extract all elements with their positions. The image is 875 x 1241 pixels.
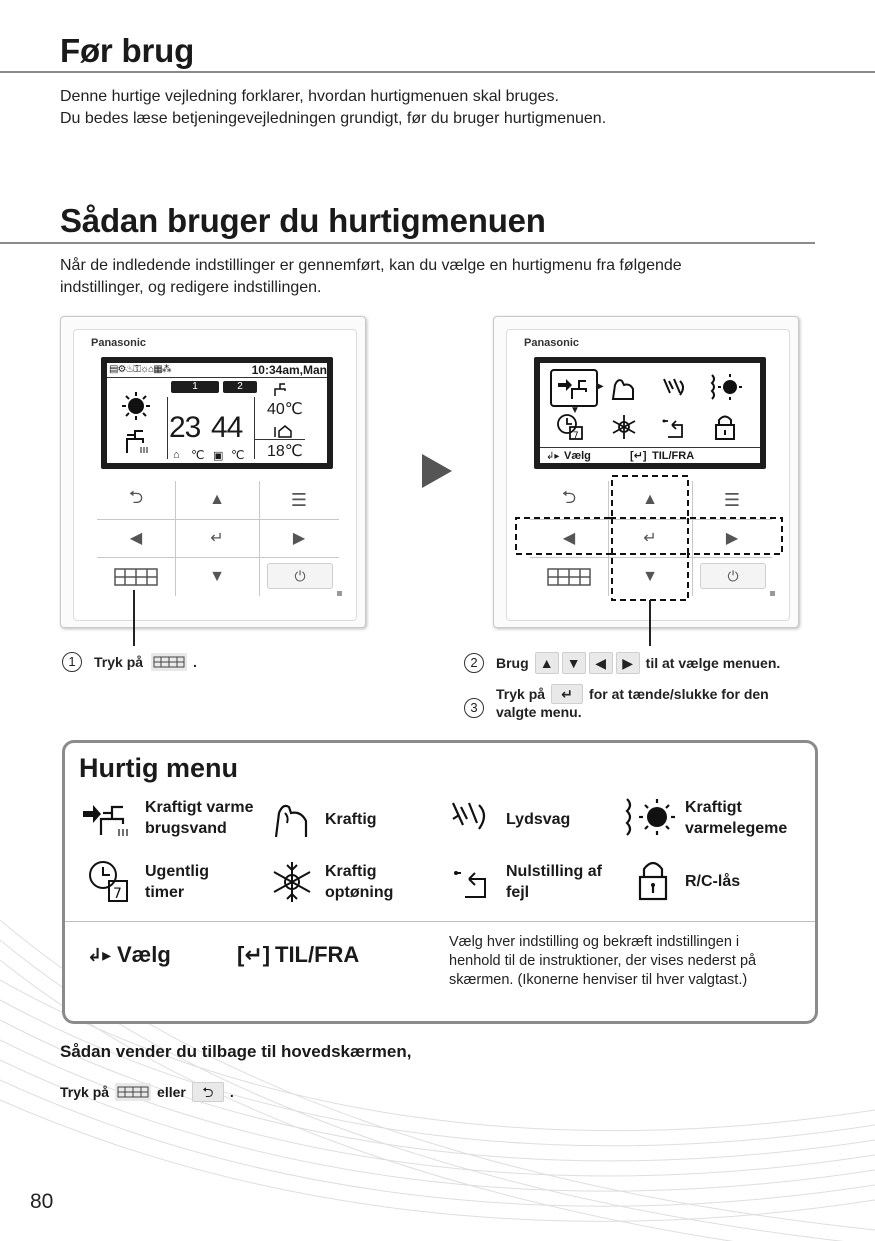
screen-divider bbox=[540, 447, 760, 448]
quiet-icon bbox=[449, 799, 491, 835]
error-reset-icon bbox=[660, 415, 686, 439]
enter-button[interactable] bbox=[175, 519, 259, 557]
menu-item-weekly-timer bbox=[145, 861, 209, 903]
select-arrows-icon: ↲▸ bbox=[546, 451, 560, 462]
legend-note bbox=[449, 933, 809, 990]
svg-text:7: 7 bbox=[573, 431, 579, 441]
lcd-screen bbox=[101, 357, 333, 469]
enter-bracket-icon: [↵] bbox=[630, 450, 647, 462]
menu-item-label: Nulstilling af bbox=[506, 863, 602, 880]
step-1 bbox=[62, 652, 197, 672]
step-text: Brug bbox=[496, 655, 529, 671]
step-number: 3 bbox=[464, 698, 484, 718]
back-icon: ⮌ bbox=[128, 487, 144, 507]
menu-item-error-reset bbox=[506, 861, 602, 903]
menu-item-label: Lydsvag bbox=[506, 811, 571, 828]
outdoor-temp: 18℃ bbox=[267, 443, 303, 460]
grid-icon bbox=[114, 568, 158, 586]
screen-divider bbox=[254, 397, 255, 459]
menu-item-label: Ugentlig bbox=[145, 863, 209, 880]
heater-sun-icon bbox=[621, 797, 677, 837]
enter-icon: ↵ bbox=[210, 530, 224, 547]
status-bar bbox=[107, 363, 327, 378]
note-line: skærmen. (Ikonerne henviser til hver valgtast.) bbox=[449, 972, 748, 988]
next-arrow-icon bbox=[420, 452, 454, 490]
menu-item-label: brugsvand bbox=[145, 820, 227, 837]
direction-keys-highlight bbox=[512, 474, 786, 604]
menu-item-rc-lock bbox=[685, 871, 740, 892]
step-text: til at vælge menuen. bbox=[645, 655, 781, 671]
left-button[interactable] bbox=[97, 519, 175, 557]
onoff-label: TIL/FRA bbox=[275, 942, 360, 967]
step-text: Tryk på bbox=[496, 686, 546, 702]
lock-icon bbox=[714, 413, 736, 441]
menu-item-powerful-heater bbox=[685, 797, 787, 839]
left-arrow-icon: ◀ bbox=[129, 530, 143, 547]
return-instruction bbox=[60, 1082, 234, 1102]
down-arrow-icon: ▼ bbox=[642, 568, 658, 585]
house-icon: ⌂ bbox=[173, 449, 180, 461]
zone-1-tab: 1 bbox=[171, 381, 219, 393]
right-button[interactable] bbox=[259, 519, 339, 557]
error-reset-icon bbox=[451, 863, 491, 899]
list-icon: ☰ bbox=[290, 489, 308, 510]
grid-button-icon bbox=[151, 653, 187, 671]
cursor-right-icon: ▶ bbox=[596, 381, 604, 392]
right-arrow-icon: ▶ bbox=[616, 652, 640, 674]
step-2 bbox=[464, 652, 780, 674]
lcd-screen bbox=[534, 357, 766, 469]
direction-buttons bbox=[535, 652, 640, 674]
return-heading: Sådan vender du tilbage til hovedskærmen, bbox=[60, 1042, 412, 1061]
step-number: 1 bbox=[62, 652, 82, 672]
quiet-icon bbox=[660, 375, 686, 401]
page-number: 80 bbox=[30, 1190, 54, 1213]
back-button[interactable] bbox=[97, 481, 175, 519]
return-text: . bbox=[229, 1084, 234, 1100]
screen-divider bbox=[255, 439, 305, 440]
quick-menu-panel bbox=[62, 740, 818, 1024]
tap-icon bbox=[123, 425, 153, 455]
panel-divider bbox=[65, 921, 815, 922]
tank-tap-icon bbox=[273, 381, 293, 397]
intro-line: Denne hurtige vejledning forklarer, hvordan hurtigmenuen skal bruges. bbox=[60, 88, 559, 105]
step-3 bbox=[464, 684, 824, 720]
powerful-arm-icon bbox=[271, 799, 311, 839]
defrost-icon bbox=[610, 413, 638, 441]
keypad bbox=[97, 481, 341, 601]
menu-item-label: Kraftigt varme bbox=[145, 799, 254, 816]
menu-item-label: Kraftig bbox=[325, 863, 377, 880]
note-line: Vælg hver indstilling og bekræft indstillingen i bbox=[449, 934, 740, 950]
zone-2-temp: 44 bbox=[211, 411, 243, 444]
menu-item-label: varmelegeme bbox=[685, 820, 788, 837]
power-icon: ⏻ bbox=[294, 567, 306, 584]
back-icon: ⮌ bbox=[561, 487, 577, 507]
return-text: Tryk på bbox=[60, 1084, 110, 1100]
callout-line bbox=[133, 590, 135, 646]
back-icon: ⮌ bbox=[192, 1082, 224, 1102]
right-arrow-icon: ▶ bbox=[725, 530, 739, 547]
select-label: Vælg bbox=[564, 450, 591, 462]
note-line: henhold til de instruktioner, der vises nederst på bbox=[449, 953, 757, 969]
down-arrow-icon: ▼ bbox=[209, 568, 225, 585]
enter-icon: ↵ bbox=[551, 684, 583, 704]
title-divider bbox=[0, 71, 875, 73]
return-text: eller bbox=[157, 1084, 186, 1100]
menu-item-label: R/C-lås bbox=[685, 873, 741, 890]
menu-item-label: timer bbox=[145, 884, 185, 901]
power-button[interactable] bbox=[267, 563, 333, 589]
callout-line bbox=[649, 600, 651, 646]
menu-item-label: fejl bbox=[506, 884, 530, 901]
page-title: Før brug bbox=[60, 32, 195, 69]
clock-display: 10:34am,Man bbox=[251, 363, 327, 377]
enter-icon: ↵ bbox=[643, 530, 657, 547]
menu-item-label: optøning bbox=[325, 884, 394, 901]
step-text: valgte menu. bbox=[496, 704, 582, 720]
step-text: for at tænde/slukke for den bbox=[589, 686, 769, 702]
menu-item-label: Kraftigt bbox=[685, 799, 742, 816]
left-arrow-icon: ◀ bbox=[589, 652, 613, 674]
sun-icon bbox=[121, 391, 151, 421]
quick-menu-button[interactable] bbox=[97, 557, 175, 597]
power-icon: ⏻ bbox=[727, 567, 739, 584]
tank-icon: ▣ bbox=[213, 450, 224, 462]
unit-label: ℃ bbox=[231, 448, 245, 462]
up-button[interactable] bbox=[175, 481, 259, 519]
powerful-arm-icon bbox=[610, 375, 636, 401]
grid-button-icon bbox=[115, 1083, 151, 1101]
intro-text bbox=[60, 86, 840, 130]
select-arrows-icon: ↲▸ bbox=[87, 945, 112, 965]
remote-controller-home bbox=[60, 316, 366, 628]
cursor-down-icon: ▼ bbox=[570, 405, 580, 416]
step-text: . bbox=[193, 654, 197, 670]
up-arrow-icon: ▲ bbox=[209, 491, 225, 508]
enter-bracket-icon: [↵] bbox=[237, 942, 271, 967]
onoff-label: TIL/FRA bbox=[652, 450, 695, 462]
intro-line: Du bedes læse betjeningevejledningen grundigt, før du bruger hurtigmenuen. bbox=[60, 110, 607, 127]
section-divider bbox=[0, 242, 815, 244]
indicator-led bbox=[337, 591, 342, 596]
step-number: 2 bbox=[464, 653, 484, 673]
heater-sun-icon bbox=[708, 373, 742, 401]
hot-water-icon bbox=[83, 799, 133, 837]
menu-item-defrost bbox=[325, 861, 393, 903]
list-icon: ☰ bbox=[723, 489, 741, 510]
left-arrow-icon: ◀ bbox=[562, 530, 576, 547]
outdoor-house-icon bbox=[273, 423, 293, 439]
brand-logo: Panasonic bbox=[91, 337, 147, 349]
menu-item-powerful bbox=[325, 809, 377, 830]
section-intro bbox=[60, 255, 840, 299]
zone-2-tab: 2 bbox=[223, 381, 257, 393]
zone-1-temp: 23 bbox=[169, 411, 201, 444]
up-arrow-icon: ▲ bbox=[535, 652, 559, 674]
svg-text:7: 7 bbox=[113, 886, 122, 902]
up-arrow-icon: ▲ bbox=[642, 491, 658, 508]
down-arrow-icon: ▼ bbox=[562, 652, 586, 674]
status-icons: ▤⚙♨⚿☼⌂▦⁂ bbox=[109, 364, 171, 375]
intro-line: indstillinger, og redigere indstillingen. bbox=[60, 279, 322, 296]
section-title: Sådan bruger du hurtigmenuen bbox=[60, 202, 546, 239]
menu-button[interactable] bbox=[259, 481, 339, 519]
menu-item-quiet bbox=[506, 809, 570, 830]
quick-menu-title: Hurtig menu bbox=[79, 753, 238, 783]
hot-water-icon bbox=[558, 375, 592, 401]
quick-menu-grid bbox=[550, 369, 750, 445]
lock-icon bbox=[637, 857, 669, 901]
defrost-icon bbox=[269, 859, 315, 905]
screen-divider bbox=[167, 397, 168, 459]
weekly-timer-icon bbox=[87, 859, 131, 903]
step-text: Tryk på bbox=[94, 654, 144, 670]
unit-label: ℃ bbox=[191, 448, 205, 462]
tank-temp: 40℃ bbox=[267, 401, 303, 418]
menu-item-label: Kraftig bbox=[325, 811, 377, 828]
menu-item-powerful-dhw bbox=[145, 797, 253, 839]
brand-logo: Panasonic bbox=[524, 337, 580, 349]
down-button[interactable] bbox=[175, 557, 259, 597]
weekly-timer-icon bbox=[556, 413, 584, 441]
select-label: Vælg bbox=[117, 942, 171, 967]
right-arrow-icon: ▶ bbox=[292, 530, 306, 547]
intro-line: Når de indledende indstillinger er gennemført, kan du vælge en hurtigmenu fra følgende bbox=[60, 257, 682, 274]
